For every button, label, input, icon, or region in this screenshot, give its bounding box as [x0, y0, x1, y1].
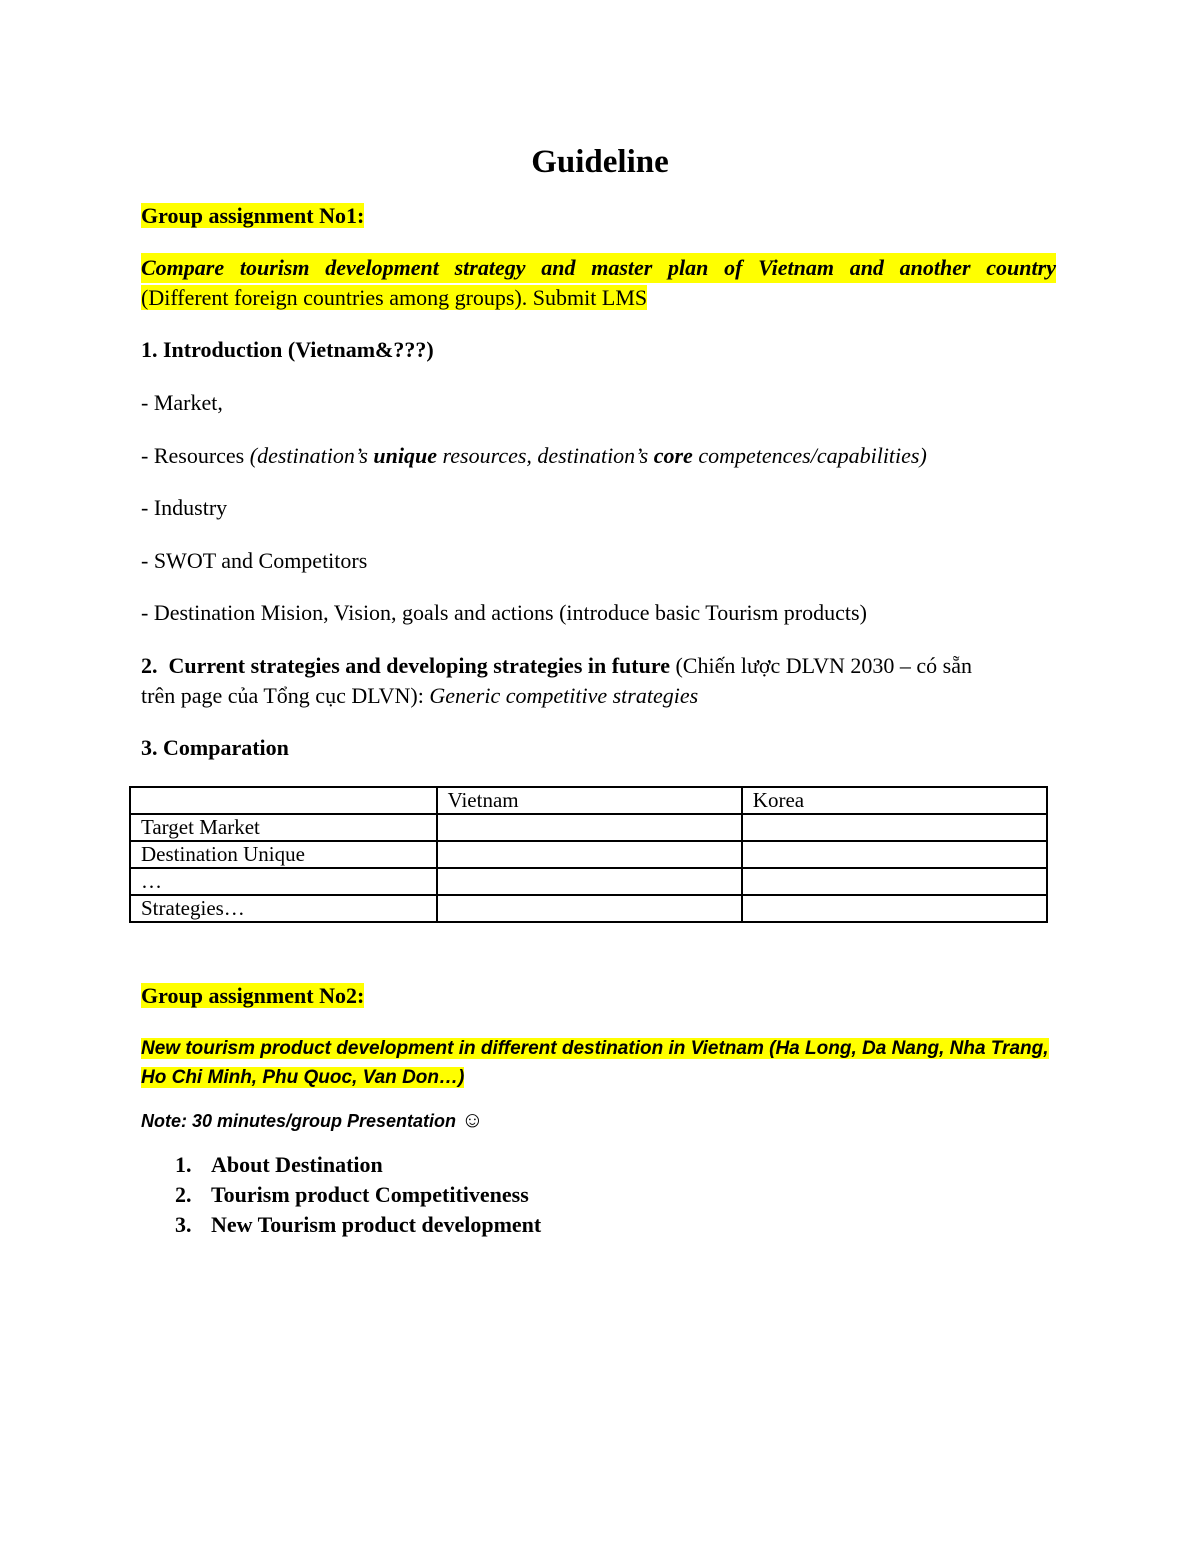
table-cell — [742, 895, 1047, 922]
assignment1-heading: Group assignment No1: — [141, 203, 365, 228]
assignment2-task-line1: New tourism product development in different destination in Vietnam (Ha Long, Da Nang, Nha Trang, — [141, 1038, 1049, 1059]
list-item-number: 2. — [175, 1182, 192, 1207]
list-item-label: About Destination — [211, 1152, 383, 1177]
table-cell — [437, 868, 742, 895]
section2-line1: 2. Current strategies and developing strategies in future (Chiến lược DLVN 2030 – có sẵn — [141, 653, 972, 678]
table-cell: Destination Unique — [130, 841, 437, 868]
task-word: another — [899, 255, 971, 280]
assignment2-task-line2: Ho Chi Minh, Phu Quoc, Van Don…) — [141, 1067, 465, 1088]
bullet-resources: - Resources (destination’s unique resources, destination’s core competences/capabilities) — [141, 443, 927, 468]
list-item — [175, 1180, 541, 1210]
table-cell: Vietnam — [437, 787, 742, 814]
table-cell — [437, 841, 742, 868]
list-item-number: 3. — [175, 1212, 192, 1237]
bullet-industry: - Industry — [141, 495, 228, 520]
bullet-destination: - Destination Mision, Vision, goals and actions (introduce basic Tourism products) — [141, 600, 867, 625]
task-word: Compare — [141, 255, 225, 280]
table-cell: … — [130, 868, 437, 895]
section2-line2: trên page của Tổng cục DLVN): Generic competitive strategies — [141, 683, 699, 708]
task-word: development — [325, 255, 439, 280]
task-word: plan — [668, 255, 709, 280]
intro-heading: 1. Introduction (Vietnam&???) — [141, 337, 434, 362]
table-cell — [130, 787, 437, 814]
comparison-table — [129, 786, 1048, 923]
assignment1-task-line2: (Different foreign countries among groups). Submit LMS — [141, 285, 648, 310]
table-row — [130, 895, 1047, 922]
task-word: country — [986, 255, 1056, 280]
table-cell: Strategies… — [130, 895, 437, 922]
table-row — [130, 841, 1047, 868]
task-word: strategy — [454, 255, 526, 280]
task-word: and — [849, 255, 884, 280]
list-item-number: 1. — [175, 1152, 192, 1177]
table-cell — [742, 868, 1047, 895]
table-row — [130, 868, 1047, 895]
task-word: of — [724, 255, 743, 280]
table-row — [130, 814, 1047, 841]
table-cell: Korea — [742, 787, 1047, 814]
table-cell — [742, 814, 1047, 841]
presentation-outline-list — [175, 1150, 541, 1240]
assignment2-heading: Group assignment No2: — [141, 983, 365, 1008]
table-cell — [742, 841, 1047, 868]
list-item — [175, 1210, 541, 1240]
task-word: tourism — [239, 255, 310, 280]
bullet-swot: - SWOT and Competitors — [141, 548, 368, 573]
list-item — [175, 1150, 541, 1180]
bullet-market: - Market, — [141, 390, 223, 415]
list-item-label: Tourism product Competitiveness — [211, 1182, 529, 1207]
assignment1-task-line1 — [141, 253, 1056, 283]
task-word: and — [541, 255, 576, 280]
page-title: Guideline — [531, 144, 669, 180]
table-cell — [437, 895, 742, 922]
task-word: master — [591, 255, 653, 280]
list-item-label: New Tourism product development — [211, 1212, 542, 1237]
assignment1-task — [141, 253, 1056, 313]
table-header-row — [130, 787, 1047, 814]
task-word: Vietnam — [758, 255, 834, 280]
comparation-heading: 3. Comparation — [141, 735, 289, 760]
assignment2-note: Note: 30 minutes/group Presentation ☺ — [141, 1107, 484, 1132]
table-cell — [437, 814, 742, 841]
table-cell: Target Market — [130, 814, 437, 841]
smiley-icon: ☺ — [461, 1107, 484, 1132]
